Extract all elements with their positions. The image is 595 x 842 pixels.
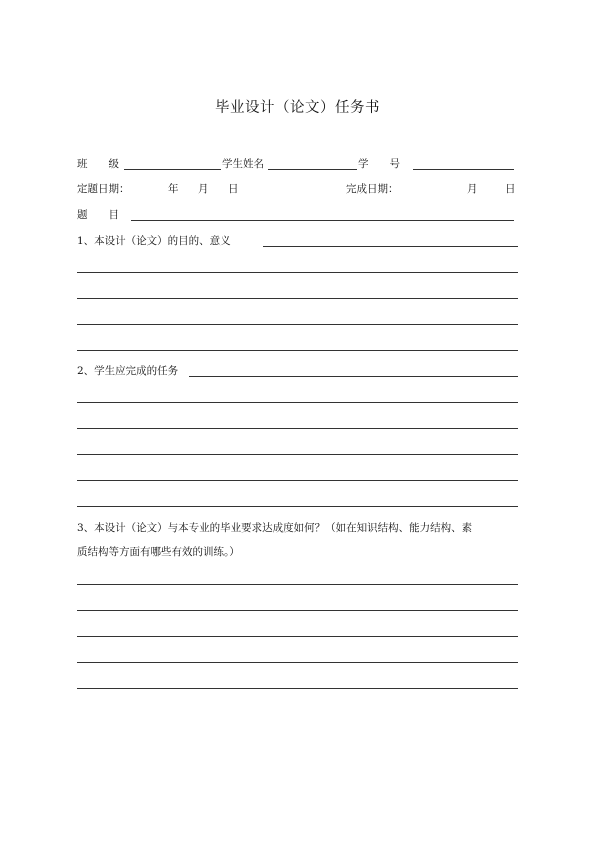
topic-field[interactable] — [131, 220, 514, 221]
section-1-line[interactable] — [77, 324, 518, 325]
student-id-label: 学 号 — [358, 158, 400, 170]
section-3-line[interactable] — [77, 662, 518, 663]
finish-month-label: 月 — [467, 183, 478, 195]
student-id-field[interactable] — [413, 169, 514, 170]
finish-day-label: 日 — [505, 183, 516, 195]
section-1-heading: 1、本设计（论文）的目的、意义 — [77, 235, 231, 247]
start-month-label: 月 — [198, 183, 209, 195]
section-2-line[interactable] — [77, 454, 518, 455]
student-name-field[interactable] — [268, 169, 357, 170]
section-3-heading-line-2: 质结构等方面有哪些有效的训练。） — [77, 546, 240, 558]
class-field[interactable] — [124, 169, 221, 170]
section-2-line[interactable] — [77, 402, 518, 403]
start-year-label: 年 — [168, 183, 179, 195]
finish-date-label: 完成日期： — [346, 183, 399, 195]
section-3-heading-line-1: 3、本设计（论文）与本专业的毕业要求达成度如何？（如在知识结构、能力结构、素 — [77, 522, 473, 534]
section-3-line[interactable] — [77, 584, 518, 585]
section-1-line[interactable] — [77, 272, 518, 273]
section-1-heading-line[interactable] — [263, 246, 518, 247]
section-2-line[interactable] — [77, 480, 518, 481]
student-name-label: 学生姓名 — [222, 158, 264, 170]
class-label: 班 级 — [77, 158, 119, 170]
start-day-label: 日 — [228, 183, 239, 195]
section-2-heading: 2、学生应完成的任务 — [77, 365, 179, 377]
section-2-heading-line[interactable] — [189, 376, 518, 377]
section-2-line[interactable] — [77, 506, 518, 507]
section-3-line[interactable] — [77, 688, 518, 689]
section-3-line[interactable] — [77, 636, 518, 637]
page-title: 毕业设计（论文）任务书 — [215, 100, 380, 116]
start-date-label: 定题日期： — [77, 183, 130, 195]
section-3-line[interactable] — [77, 610, 518, 611]
section-1-line[interactable] — [77, 350, 518, 351]
section-2-line[interactable] — [77, 428, 518, 429]
topic-label: 题 目 — [77, 209, 119, 221]
section-1-line[interactable] — [77, 298, 518, 299]
